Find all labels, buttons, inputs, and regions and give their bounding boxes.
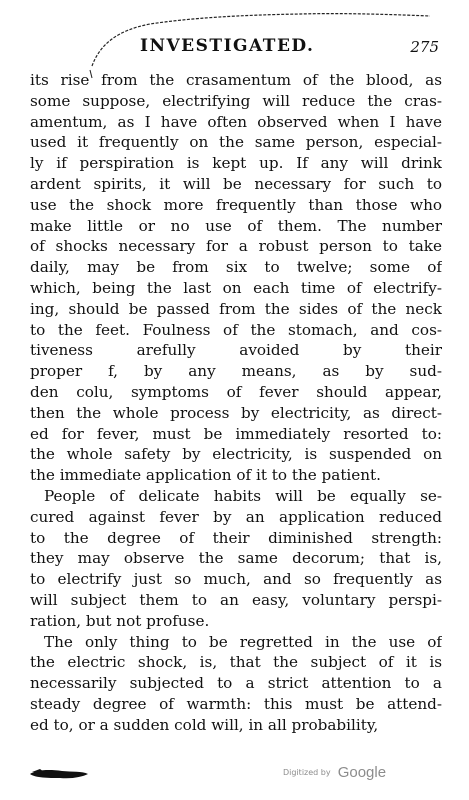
text-line: ed for fever, must be immediately resorted to:	[30, 424, 442, 443]
text-line: they may observe the same decorum; that is,	[30, 549, 442, 568]
watermark-brand: Google	[337, 764, 387, 781]
ink-smudge-mark	[28, 768, 90, 780]
text-line: the electric shock, is, that the subject of it is	[30, 653, 442, 672]
text-line: den colu, symptoms of fever should appear,	[30, 382, 442, 401]
text-line: the immediate application of it to the patient.	[30, 466, 381, 485]
text-line: People of delicate habits will be equally se-	[44, 486, 442, 505]
paragraph	[30, 486, 442, 632]
text-line: daily, may be from six to twelve; some of	[30, 258, 442, 277]
watermark-prefix: Digitized by	[283, 768, 331, 777]
text-line: cured against fever by an application reduced	[30, 507, 442, 526]
page-header	[0, 36, 469, 62]
text-line: then the whole process by electricity, as direct-	[30, 403, 442, 422]
text-line: amentum, as I have often observed when I have	[30, 112, 442, 131]
text-line: of shocks necessary for a robust person to take	[30, 237, 442, 256]
text-line: to the feet. Foulness of the stomach, and cos-	[30, 320, 442, 339]
text-line: tiveness arefully avoided by their	[30, 341, 442, 360]
text-line: some suppose, electrifying will reduce the cras-	[30, 91, 442, 110]
text-line: steady degree of warmth: this must be attend-	[30, 694, 442, 713]
text-line: to the degree of their diminished strength:	[30, 528, 442, 547]
text-line: proper f, by any means, as by sud-	[30, 362, 442, 381]
text-line: ed to, or a sudden cold will, in all probability,	[30, 715, 379, 734]
text-line: ardent spirits, it will be necessary for such to	[30, 174, 442, 193]
page-number: 275	[410, 38, 439, 56]
text-line: make little or no use of them. The number	[30, 216, 442, 235]
text-line: which, being the last on each time of electrify-	[30, 278, 442, 297]
text-line: will subject them to an easy, voluntary perspi-	[30, 590, 442, 609]
paragraph	[30, 70, 442, 486]
text-line: ly if perspiration is kept up. If any will drink	[30, 154, 442, 173]
text-line: use the shock more frequently than those who	[30, 195, 442, 214]
text-line: necessarily subjected to a strict attention to a	[30, 674, 442, 693]
text-line: The only thing to be regretted in the use of	[44, 632, 442, 651]
digitized-watermark	[283, 762, 386, 781]
body-text	[30, 70, 442, 736]
running-head: INVESTIGATED.	[140, 36, 315, 56]
text-line: ing, should be passed from the sides of the neck	[30, 299, 442, 318]
paragraph	[30, 632, 442, 736]
text-line: ration, but not profuse.	[30, 611, 210, 630]
text-line: the whole safety by electricity, is suspended on	[30, 445, 442, 464]
text-line: used it frequently on the same person, especial-	[30, 133, 442, 152]
text-line: to electrify just so much, and so frequently as	[30, 570, 442, 589]
text-line: its rise from the crasamentum of the blood, as	[30, 71, 442, 89]
